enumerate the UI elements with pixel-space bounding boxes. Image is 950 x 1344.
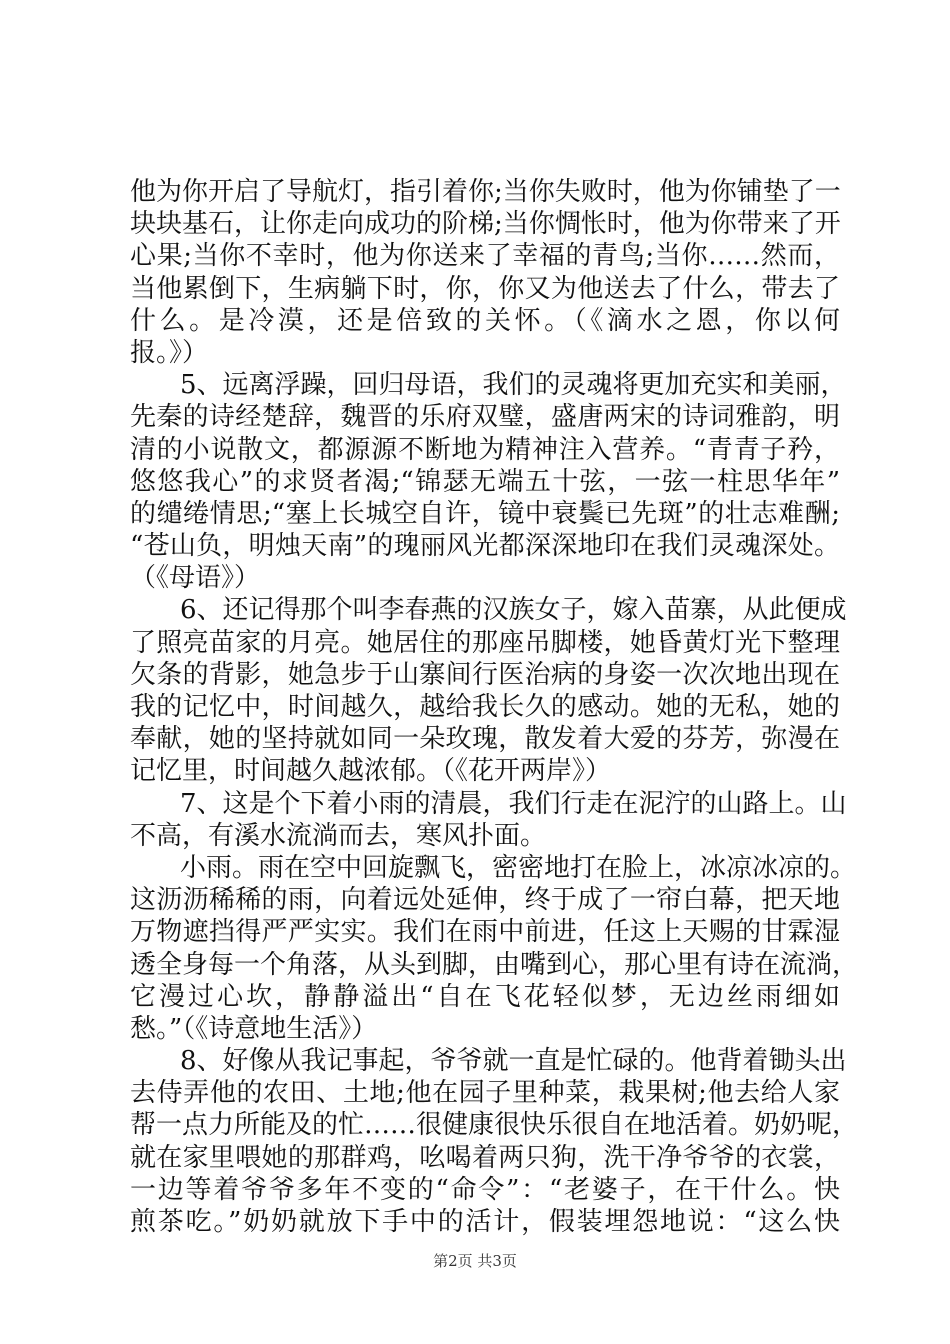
text-line: 帮一点力所能及的忙……很健康很快乐很自在地活着。奶奶呢， <box>130 1110 859 1141</box>
paragraph-start-8: 8、好像从我记事起，爷爷就一直是忙碌的。他背着锄头出 <box>180 1046 847 1077</box>
text-line: 记忆里，时间越久越浓郁。（《花开两岸》） <box>130 756 612 787</box>
text-line: 报。》） <box>130 337 209 368</box>
text-line: 的缱绻情思;“塞上长城空自许，镜中衰鬓已先斑”的壮志难酬; <box>130 498 840 529</box>
text-line: 一边等着爷爷多年不变的“命令”：“老婆子，在干什么。快 <box>130 1174 840 1205</box>
text-line: 不高，有溪水流淌而去，寒风扑面。 <box>130 820 547 851</box>
text-line: 心果;当你不幸时，他为你送来了幸福的青鸟;当你……然而， <box>130 241 840 272</box>
paragraph-start-6: 6、还记得那个叫李春燕的汉族女子，嫁入苗寨，从此便成 <box>180 595 847 626</box>
body-text <box>130 176 859 1238</box>
text-line: 它漫过心坎，静静溢出“自在飞花轻似梦，无边丝雨细如 <box>130 981 840 1012</box>
paragraph-start-7: 7、这是个下着小雨的清晨，我们行走在泥泞的山路上。山 <box>180 788 847 819</box>
text-line: 就在家里喂她的那群鸡，吆喝着两只狗，洗干净爷爷的衣裳， <box>130 1142 840 1173</box>
text-line: “苍山负，明烛天南”的瑰丽风光都深深地印在我们灵魂深处。 <box>130 531 840 562</box>
paragraph-start-5: 5、远离浮躁，回归母语，我们的灵魂将更加充实和美丽， <box>180 370 847 401</box>
paragraph-start-rain: 小雨。雨在空中回旋飘飞，密密地打在脸上，冰凉冰凉的。 <box>180 852 857 883</box>
text-line: 透全身每一个角落，从头到脚，由嘴到心，那心里有诗在流淌， <box>130 949 859 980</box>
text-line: 块块基石，让你走向成功的阶梯;当你惆怅时，他为你带来了开 <box>130 209 841 240</box>
text-line: 我的记忆中，时间越久，越给我长久的感动。她的无私，她的 <box>130 692 840 722</box>
text-line: 奉献，她的坚持就如同一朵玫瑰，散发着大爱的芬芳，弥漫在 <box>130 724 840 755</box>
text-line: 他为你开启了导航灯，指引着你;当你失败时，他为你铺垫了一 <box>130 177 841 207</box>
page-number-footer: 第2页 共3页 <box>433 1252 517 1270</box>
text-line: 去侍弄他的农田、土地;他在园子里种菜，栽果树;他去给人家 <box>130 1078 840 1109</box>
text-line: 煎茶吃。”奶奶就放下手中的活计，假装埋怨地说：“这么快 <box>130 1207 840 1237</box>
text-line: 这沥沥稀稀的雨，向着远处延伸，终于成了一帘白幕，把天地 <box>130 885 840 916</box>
text-line: 万物遮挡得严严实实。我们在雨中前进，任这上天赐的甘霖湿 <box>130 917 840 948</box>
text-line: 先秦的诗经楚辞，魏晋的乐府双璧，盛唐两宋的诗词雅韵，明 <box>130 402 840 433</box>
text-line: 什么。是冷漠，还是倍致的关怀。（《滴水之恩，你以何 <box>130 305 840 336</box>
text-line: 欠条的背影，她急步于山寨间行医治病的身姿一次次地出现在 <box>130 659 840 690</box>
text-line: 清的小说散文，都源源不断地为精神注入营养。“青青子矜， <box>130 434 840 465</box>
text-line: 了照亮苗家的月亮。她居住的那座吊脚楼，她昏黄灯光下整理 <box>130 627 840 658</box>
text-line: 愁。”（《诗意地生活》） <box>130 1013 378 1044</box>
text-line: 悠悠我心”的求贤者渴;“锦瑟无端五十弦，一弦一柱思华年” <box>130 466 840 497</box>
text-line: 当他累倒下，生病躺下时，你，你又为他送去了什么，带去了 <box>130 273 840 304</box>
text-line: （《母语》） <box>130 563 261 594</box>
